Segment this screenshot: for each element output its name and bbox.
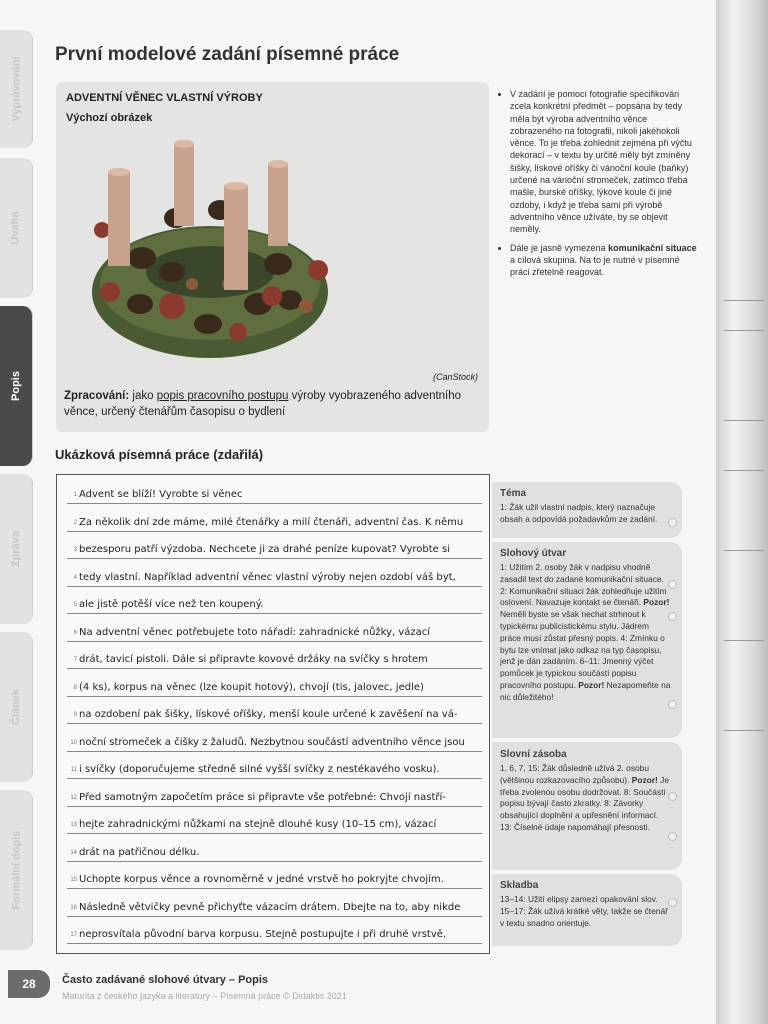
line-text: drát na patřičnou délku. xyxy=(79,846,200,858)
essay-line xyxy=(67,919,482,944)
marker-dot-icon xyxy=(668,518,677,527)
footer-title: Často zadávané slohové útvary – Popis xyxy=(62,974,269,986)
line-text: noční stromeček a čišky z žaludů. Nezbytnou součástí adventního věnce jsou xyxy=(79,736,465,748)
essay-line xyxy=(67,562,482,587)
essay-line xyxy=(67,589,482,614)
feedback-text xyxy=(500,562,672,704)
line-number: 2 xyxy=(73,519,77,526)
line-text: Za několik dní zde máme, milé čtenářky a milí čtenáři, adventní čas. K němu xyxy=(79,516,464,528)
tab-uvaha[interactable]: Úvaha xyxy=(0,158,33,298)
line-text: tedy vlastní. Například adventní věnec vlastní výroby nejen ozdobí váš byt, xyxy=(79,571,456,583)
feedback-heading: Slovní zásoba xyxy=(500,749,567,760)
assignment-notes xyxy=(500,88,700,284)
feedback-heading: Téma xyxy=(500,488,527,499)
line-number: 15 xyxy=(70,877,77,883)
essay-line xyxy=(67,672,482,697)
line-number: 4 xyxy=(73,574,77,581)
warning-label: Pozor! xyxy=(631,774,658,785)
line-number: 17 xyxy=(70,932,77,938)
chapter-tabs xyxy=(0,0,34,1024)
essay-line xyxy=(67,617,482,642)
book-gutter xyxy=(716,0,768,1024)
essay-line xyxy=(67,864,482,889)
assignment-subheading: Výchozí obrázek xyxy=(66,112,153,124)
warning-label: Pozor! xyxy=(643,597,670,608)
line-number: 8 xyxy=(73,684,77,691)
essay-line xyxy=(67,782,482,807)
page-number: 28 xyxy=(8,970,50,998)
feedback-text xyxy=(500,894,672,929)
tab-vypravovani[interactable]: Vyprávování xyxy=(0,30,33,148)
feedback-text xyxy=(500,763,672,834)
feedback-fragment: 1: Žák užil vlastní nadpis, který naznačuje obsah a odpovídá požadavkům ze zadání. xyxy=(500,502,658,524)
page-title: První modelové zadání písemné práce xyxy=(55,44,400,65)
line-text: neprosvítala původní barva korpusu. Stejně postupujte i při druhé vrstvě. xyxy=(79,929,447,940)
line-text: na ozdobení pak šišky, lískové oříšky, menší koule určené k zavěšení na vá- xyxy=(79,709,458,720)
line-number: 11 xyxy=(70,767,77,773)
line-text: Na adventní věnec potřebujete toto nářadí: zahradnické nůžky, vázací xyxy=(79,626,431,638)
line-number: 14 xyxy=(70,849,77,856)
line-number: 12 xyxy=(70,794,77,801)
line-number: 10 xyxy=(70,739,77,746)
line-text: (4 ks), korpus na věnec (lze koupit hotový), chvojí (tis, jalovec, jedle) xyxy=(79,681,424,693)
line-number: 9 xyxy=(73,712,77,718)
assignment-instructions: Zpracování: jako popis pracovního postupu výroby vyobrazeného adventního věnce, určený čtenářům časopisu o bydlení xyxy=(64,390,462,418)
essay-line xyxy=(67,837,482,862)
line-text: Uchopte korpus věnce a rovnoměrně v jedné vrstvě ho pokryjte chvojím. xyxy=(79,874,444,885)
warning-label: Pozor! xyxy=(578,679,605,690)
line-number: 6 xyxy=(73,629,77,636)
essay-line xyxy=(67,507,482,532)
essay-line xyxy=(67,892,482,917)
feedback-heading: Skladba xyxy=(500,880,539,891)
feedback-fragment: Je třeba zvolenou osobu dodržovat. 8: Součástí popisu bývají často zkratky. 8: Závorky obsahující doplnění a upřesnění informací. 13: Číselné údaje napomáhají přesnosti. xyxy=(500,774,669,832)
feedback-fragment: Neměli byste se však nechat strhnout k typickému publicistickému stylu. Jádrem práce musí zůstat přesný popis. 4: Zmínku o bytu lze vnímat jako odkaz na typ časopisu, jenž je dán zadáním. 6–11: Jmenný výčet pomůcek je typickou součástí popisu pracovního postupu. xyxy=(500,609,665,690)
line-text: Advent se blíží! Vyrobte si věnec xyxy=(79,489,243,500)
feedback-fragment: 1, 6, 7, 15: Žák důsledně užívá 2. osobu (většinou rozkazovacího způsobu). xyxy=(500,763,649,785)
line-text: Před samotným započetím práce si připravte vše potřebné: Chvojí nastří- xyxy=(79,791,446,803)
essay-line xyxy=(67,699,482,724)
tab-clanek[interactable]: Článek xyxy=(0,632,33,782)
line-text: hejte zahradnickými nůžkami na stejně dlouhé kusy (10–15 cm), vázací xyxy=(79,819,437,830)
tab-formalni-dopis[interactable]: Formální dopis xyxy=(0,790,33,950)
advent-wreath-photo xyxy=(80,134,340,368)
line-number: 16 xyxy=(70,904,77,911)
line-number: 3 xyxy=(73,547,77,553)
line-text: Následně větvičky pevně přichyťte vázacím drátem. Dbejte na to, aby nikde xyxy=(79,901,461,913)
feedback-text xyxy=(500,502,672,526)
note-item: • V zadání je pomocí fotografie specifikován zcela konkrétní předmět – popsána by tedy měla být výroba adventního věnce zobrazeného na fotografii, nikoli jakéhokoli věnce. To je třeba zohlednit zejména při výčtu dekorací – v textu by určitě měly být zmíněny šišky, lískové oříšky či vánoční koule (baňky) určené na vánoční stromeček, zatímco třeba mašle, burské oříšky, lýkové koule či jiné ozdoby, i když je třeba sami při výrobě adventního věnce užíváte, by se objevit neměly. xyxy=(510,88,700,236)
line-text: i svíčky (doporučujeme středně silné vyšší svíčky z nestékavého vosku). xyxy=(79,764,440,775)
essay-line xyxy=(67,754,482,779)
line-number: 7 xyxy=(73,657,77,663)
marker-dot-icon xyxy=(668,792,677,801)
marker-dot-icon xyxy=(668,580,677,589)
note-item: • Dále je jasně vymezena komunikační situace a cílová skupina. Na to je nutné v písemné práci zřetelně reagovat. xyxy=(510,242,700,279)
feedback-fragment: 13–14: Užití elipsy zamezí opakování slov. 15–17: Žák užívá krátké věty, takže se čtenář v textu snadno orientuje. xyxy=(500,894,668,928)
marker-dot-icon xyxy=(668,832,677,841)
line-text: ale jistě potěší více než ten koupený. xyxy=(79,599,264,610)
essay-line xyxy=(67,809,482,834)
line-number: 1 xyxy=(73,492,77,498)
line-number: 13 xyxy=(70,822,77,828)
assignment-heading: ADVENTNÍ VĚNEC VLASTNÍ VÝROBY xyxy=(66,92,263,104)
line-text: drát, tavicí pistoli. Dále si připravte kovové držáky na svíčky s hrotem xyxy=(79,654,428,665)
tab-popis[interactable]: Popis xyxy=(0,306,33,466)
sample-essay xyxy=(56,474,490,954)
feedback-fragment: Nezapomeňte na nic důležitého! xyxy=(500,679,671,702)
essay-line xyxy=(67,479,482,504)
line-text: bezesporu patří výzdoba. Nechcete ji za drahé peníze kupovat? Vyrobte si xyxy=(79,544,450,555)
footer-subtitle: Maturita z českého jazyka a literatury – Písemná práce © Didaktis 2021 xyxy=(62,991,347,1001)
feedback-fragment: 1: Užitím 2. osoby žák v nadpisu vhodně zasadil text do zadané komunikační situace. 2: Komunikační situaci žák zohledňuje užitím oslovení. Navazuje kontakt se čtenáři. xyxy=(500,562,667,608)
marker-dot-icon xyxy=(668,700,677,709)
image-credit: (CanStock) xyxy=(433,372,479,382)
feedback-heading: Slohový útvar xyxy=(500,548,567,559)
line-number: 5 xyxy=(73,602,77,608)
sample-essay-title: Ukázková písemná práce (zdařilá) xyxy=(55,447,264,462)
essay-line xyxy=(67,534,482,559)
marker-dot-icon xyxy=(668,898,677,907)
marker-dot-icon xyxy=(668,612,677,621)
tab-zprava[interactable]: Zpráva xyxy=(0,474,33,624)
essay-line xyxy=(67,644,482,669)
essay-line xyxy=(67,727,482,752)
